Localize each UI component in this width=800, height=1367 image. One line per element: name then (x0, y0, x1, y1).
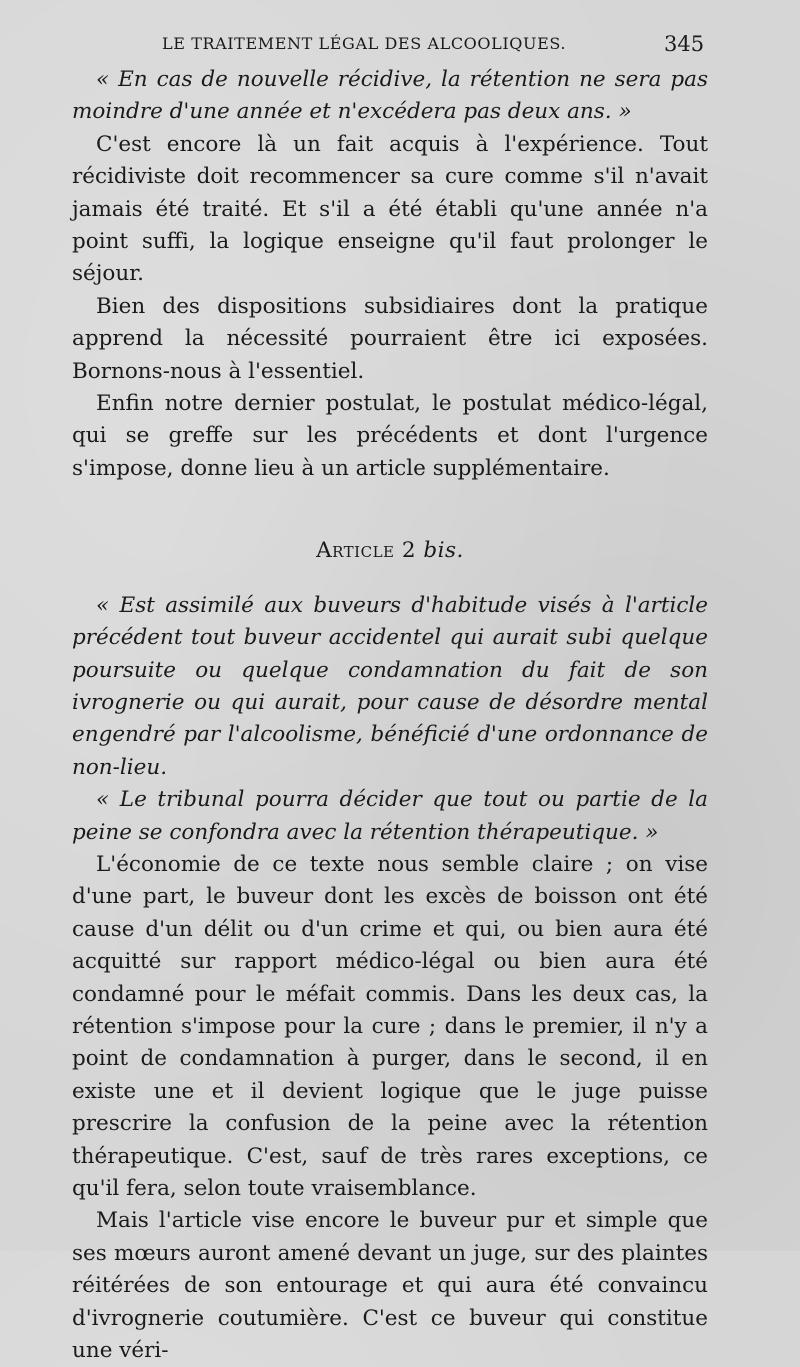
paragraph-quote-tribunal: « Le tribunal pourra décider que tout ou partie de la peine se confondra avec la rétention thérapeutique. » (72, 787, 708, 845)
paragraph-economie: L'économie de ce texte nous semble claire ; on vise d'une part, le buveur dont les excès de boisson ont été cause d'un délit ou d'un crime et qui, ou bien aura été acquitté sur rapport médico-légal ou bien aura été condamné pour le méfait commis. Dans les deux cas, la rétention s'impose pour la cure ; dans le premier, il n'y a point de condamnation à purger, dans le second, il en existe une et il devient logique que le juge puisse prescrire la confusion de la peine avec la rétention thérapeutique. C'est, sauf de très rares exceptions, ce qu'il fera, selon toute vraisemblance. (72, 851, 708, 1201)
article-heading (72, 535, 708, 567)
body-text (72, 64, 708, 1367)
page-number: 345 (664, 32, 705, 56)
paragraph-quote-assimile: « Est assimilé aux buveurs d'habitude visés à l'article précédent tout buveur accidentel qui aurait subi quelque poursuite ou quelque condamnation du fait de son ivrognerie ou qui aurait, pour cause de désordre mental engendré par l'alcoolisme, bénéficié d'une ordonnance de non-lieu. (72, 592, 708, 780)
paragraph-dispositions: Bien des dispositions subsidiaires dont la pratique apprend la nécessité pourraient être ici exposées. Bornons-nous à l'essentiel. (72, 293, 708, 384)
paragraph-postulat: Enfin notre dernier postulat, le postulat médico-légal, qui se greffe sur les précédents et dont l'urgence s'impose, donne lieu à un article supplémentaire. (72, 391, 708, 481)
article-heading-label: Article 2 (316, 538, 417, 564)
paragraph-recidiviste: C'est encore là un fait acquis à l'expérience. Tout récidiviste doit recommencer sa cure comme s'il n'avait jamais été traité. Et s'il a été établi qu'une année n'a point suffi, la logique enseigne qu'il faut prolonger le séjour. (72, 131, 708, 287)
article-heading-suffix: bis. (423, 538, 464, 564)
running-head (0, 32, 800, 62)
running-title: LE TRAITEMENT LÉGAL DES ALCOOLIQUES. (162, 34, 567, 53)
paragraph-buveur: Mais l'article vise encore le buveur pur et simple que ses mœurs auront amené devant un juge, sur des plaintes réitérées de son entourage et qui aura été convaincu d'ivrognerie coutumière. C'est ce buveur qui constitue une véri- (72, 1208, 708, 1364)
paragraph-quote-recidive: « En cas de nouvelle récidive, la rétention ne sera pas moindre d'une année et n'excédera pas deux ans. » (72, 67, 708, 125)
